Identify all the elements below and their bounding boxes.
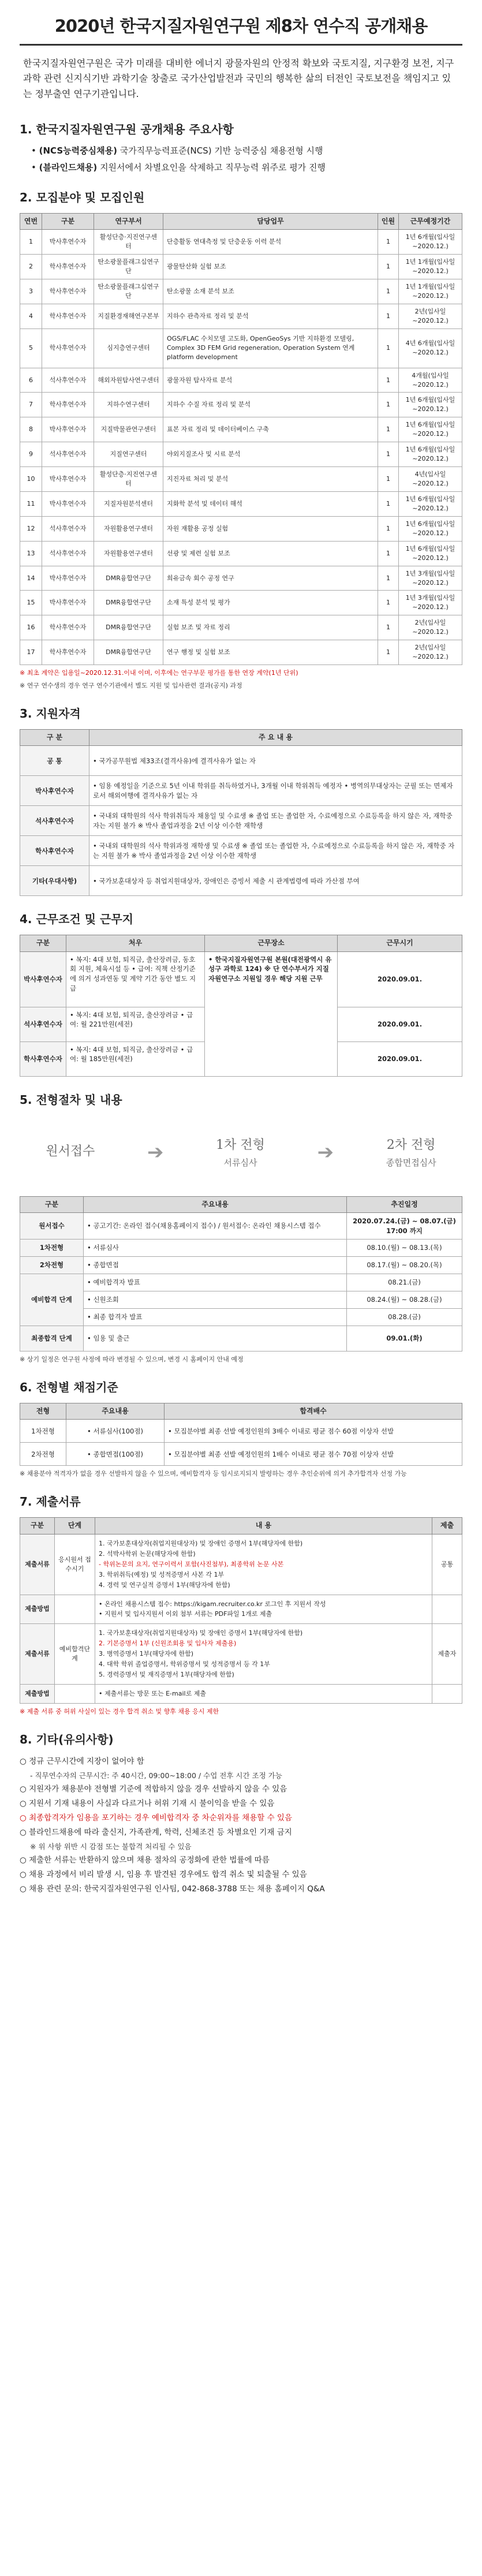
row-text: • 국가보훈대상자 등 취업지원대상자, 장애인은 증빙서 제출 시 관계법령에 따라 가산점 부여 xyxy=(89,866,462,896)
table-cell: 희유금속 회수 공정 연구 xyxy=(163,566,378,591)
table-cell: 1년 3개월(입사일~2020.12.) xyxy=(399,566,462,591)
row-stage: 예비합격단계 xyxy=(55,1624,95,1685)
recruit-table xyxy=(20,213,462,665)
table-cell: 11 xyxy=(20,491,42,516)
table-cell: DMR융합연구단 xyxy=(94,591,163,615)
row-label: 석사후연수자 xyxy=(20,806,89,836)
table-cell: 학사후연수자 xyxy=(42,304,94,328)
table-cell: 1 xyxy=(378,279,399,304)
table-cell: 지하수연구센터 xyxy=(94,393,163,417)
row-text: • 국내외 대학원의 석사 학위과정 재학생 및 수료생 ※ 졸업 또는 졸업한 자, 수료예정으로 수료등록을 하지 않은 자, 재학중 자는 지원 불가 ※ 박사 졸업과정을 2년 이상 이수한 재학생 xyxy=(89,836,462,866)
table-cell: 지질자원분석센터 xyxy=(94,491,163,516)
page-title: 2020년 한국지질자원연구원 제8차 연수직 공개채용 xyxy=(20,14,462,46)
table-cell: 박사후연수자 xyxy=(42,230,94,255)
table-row xyxy=(20,746,462,776)
table-cell: 1 xyxy=(378,230,399,255)
table-row: 예비합격 단계 • 예비합격자 발표 08.21.(금) xyxy=(20,1274,462,1291)
col-header: 연구부서 xyxy=(94,213,163,229)
table-cell: 지하수 수질 자료 정리 및 분석 xyxy=(163,393,378,417)
table-cell: 1년 6개월(입사일~2020.12.) xyxy=(399,393,462,417)
table-cell: 4 xyxy=(20,304,42,328)
note-line: ※ 위 사항 위반 시 감점 또는 불합격 처리될 수 있음 xyxy=(30,1842,192,1851)
table-cell: 6 xyxy=(20,368,42,393)
key-point-item: • (블라인드채용) 지원서에서 차별요인을 삭제하고 직무능력 위주로 평가 진행 xyxy=(31,162,326,173)
table-cell: 9 xyxy=(20,442,42,467)
table-row: 1차전형 • 서류심사(100점) • 모집분야별 최종 선발 예정인원의 3배수 이내로 평균 점수 60점 이상자 선발 xyxy=(20,1420,462,1443)
table-cell: 광물자원 탐사자료 분석 xyxy=(163,368,378,393)
recruit-note: ※ 최초 계약은 입용일~2020.12.31.이내 이며, 이후에는 연구부문 평가를 통한 연장 계약(1년 단위) xyxy=(20,669,298,677)
row-mark: 공통 xyxy=(432,1534,462,1595)
table-cell: 3 xyxy=(20,279,42,304)
table-cell: 탄소광물플래그십연구단 xyxy=(94,254,163,279)
table-cell: 지질연구센터 xyxy=(94,442,163,467)
table-cell: 단층활동 연대측정 및 단층운동 이력 분석 xyxy=(163,230,378,255)
table-cell: 박사후연수자 xyxy=(42,417,94,442)
table-row: 2차전형 • 종합면접(100점) • 모집분야별 최종 선발 예정인원의 1배수 이내로 평균 점수 70점 이상자 선발 xyxy=(20,1443,462,1466)
table-cell: DMR융합연구단 xyxy=(94,640,163,665)
table-cell: 자원활용연구센터 xyxy=(94,516,163,541)
document-item: 4. 경력 및 연구실적 증명서 1부(해당자에 한함) xyxy=(99,1581,230,1589)
table-cell: 15 xyxy=(20,591,42,615)
table-cell: 지질환경재해연구본부 xyxy=(94,304,163,328)
table-cell: 1 xyxy=(378,516,399,541)
table-row xyxy=(20,1595,462,1624)
table-row xyxy=(20,417,462,442)
table-cell: 활성단층·지진연구센터 xyxy=(94,467,163,492)
note-line: - 직무연수자의 근무시간: 주 40시간, 09:00~18:00 / 수업 전후 시간 조정 가능 xyxy=(30,1771,282,1780)
table-cell: 연구 행정 및 실험 보조 xyxy=(163,640,378,665)
table-cell: 1 xyxy=(378,491,399,516)
arrow-right-icon: ➔ xyxy=(317,1141,334,1164)
document-item: - 학위논문의 요지, 연구이력서 포함(사진첨부), 최종학위 논문 사본 xyxy=(99,1560,284,1568)
row-label: 기타(우대사항) xyxy=(20,866,89,896)
table-row xyxy=(20,368,462,393)
table-cell: DMR융합연구단 xyxy=(94,566,163,591)
table-cell: 자원 재활용 공정 실험 xyxy=(163,516,378,541)
table-cell: 8 xyxy=(20,417,42,442)
schedule-note: ※ 상기 일정은 연구원 사정에 따라 변경될 수 있으며, 변경 시 홈페이지 안내 예정 xyxy=(20,1356,244,1364)
documents-table xyxy=(20,1517,462,1704)
table-row xyxy=(20,836,462,866)
col-header: 근무장소 xyxy=(205,935,338,951)
process-step: 1차 전형 서류심사 xyxy=(216,1137,265,1168)
row-items xyxy=(95,1685,432,1704)
table-cell: 10 xyxy=(20,467,42,492)
document-item: 2. 기본증명서 1부 (신원조회용 및 입사자 제출용) xyxy=(99,1640,237,1648)
table-row xyxy=(20,640,462,665)
table-row xyxy=(20,806,462,836)
table-row xyxy=(20,304,462,328)
table-cell: 1 xyxy=(378,591,399,615)
table-row xyxy=(20,776,462,806)
row-stage xyxy=(55,1595,95,1624)
table-cell: 2년(입사일~2020.12.) xyxy=(399,615,462,640)
table-cell: 박사후연수자 xyxy=(42,591,94,615)
note-line: ○ 채용 과정에서 비리 발생 시, 임용 후 발견된 경우에도 합격 취소 및 퇴출될 수 있음 xyxy=(20,1870,307,1880)
note-line: ○ 지원자가 채용분야 전형별 기준에 적합하지 않을 경우 선발하지 않을 수 있음 xyxy=(20,1784,287,1794)
section-6-heading: 6. 전형별 채점기준 xyxy=(20,1380,118,1395)
evaluation-note: ※ 채용분야 적격자가 없을 경우 선발하지 않을 수 있으며, 예비합격자 등 임시로지되지 발령하는 경우 추인순위에 의거 추가합격자 선정 가능 xyxy=(20,1470,407,1478)
table-cell: 7 xyxy=(20,393,42,417)
col-header: 구분 xyxy=(20,935,66,951)
table-row xyxy=(20,1624,462,1685)
table-cell: 지하수 관측자료 정리 및 분석 xyxy=(163,304,378,328)
table-row xyxy=(20,541,462,566)
table-cell: 17 xyxy=(20,640,42,665)
note-line: ○ 정규 근무시간에 지장이 없어야 함 xyxy=(20,1756,144,1766)
table-cell: 1년 6개월(입사일~2020.12.) xyxy=(399,491,462,516)
section-1-heading: 1. 한국지질자원연구원 공개채용 주요사항 xyxy=(20,122,234,137)
table-cell: 14 xyxy=(20,566,42,591)
notes-list xyxy=(20,1755,462,1896)
table-cell: 1 xyxy=(378,254,399,279)
table-cell: 1년 1개월(입사일~2020.12.) xyxy=(399,254,462,279)
row-label: 제출서류 xyxy=(20,1624,55,1685)
table-row xyxy=(20,230,462,255)
table-cell: 학사후연수자 xyxy=(42,279,94,304)
table-cell: 1 xyxy=(378,368,399,393)
table-cell: 5 xyxy=(20,328,42,368)
table-cell: 1 xyxy=(378,541,399,566)
table-cell: 석사후연수자 xyxy=(42,516,94,541)
table-cell: 탄소광물 소재 분석 보조 xyxy=(163,279,378,304)
row-text: • 임용 예정일을 기준으로 5년 이내 학위를 취득하였거나, 3개월 이내 학위취득 예정자 • 병역의무대상자는 군필 또는 면제자로서 해외여행에 결격사유가 없는 자 xyxy=(89,776,462,806)
col-header: 전형 xyxy=(20,1403,66,1420)
table-cell: 1 xyxy=(378,566,399,591)
document-item: 1. 국가보훈대상자(취업지원대상자) 및 장애인 증명서 1부(해당자에 한함) xyxy=(99,1539,303,1547)
table-cell: 선광 및 제련 실험 보조 xyxy=(163,541,378,566)
col-header: 담당업무 xyxy=(163,213,378,229)
table-cell: 1 xyxy=(378,467,399,492)
table-cell: 학사후연수자 xyxy=(42,328,94,368)
table-cell: 지화학 분석 및 데이터 해석 xyxy=(163,491,378,516)
row-text: • 국내외 대학원의 석사 학위취득자 채용일 및 수료생 ※ 졸업 또는 졸업한 자, 수료예정으로 수료등록을 하지 않은 자, 재학중 자는 지원 불가 ※ 박사 졸업과정을 2년 이상 이수한 재학생 xyxy=(89,806,462,836)
section-3-heading: 3. 지원자격 xyxy=(20,706,81,720)
document-item: • 지원서 및 입사지원서 이외 첨부 서류는 PDF파일 1개로 제출 xyxy=(99,1610,272,1618)
document-item: • 온라인 채용시스템 접수: https://kigam.recruiter.co.kr 로그인 후 지원서 작성 xyxy=(99,1600,326,1608)
table-cell: 4개월(입사일~2020.12.) xyxy=(399,368,462,393)
col-header: 내 용 xyxy=(95,1518,432,1534)
document-item: 2. 석박사학위 논문(해당자에 한함) xyxy=(99,1550,196,1558)
table-cell: DMR융합연구단 xyxy=(94,615,163,640)
table-cell: 활성단층·지진연구센터 xyxy=(94,230,163,255)
table-cell: OGS/FLAC 수치모델 고도화, OpenGeoSys 기반 지하환경 모델링, Complex 3D FEM Grid regeneration, Operation System 연계 platform development xyxy=(163,328,378,368)
table-row xyxy=(20,442,462,467)
section-7-heading: 7. 제출서류 xyxy=(20,1495,81,1509)
note-line: ○ 채용 관련 문의: 한국지질자원연구원 인사팀, 042-868-3788 또는 채용 홈페이지 Q&A xyxy=(20,1884,325,1894)
table-cell: 4년(입사일~2020.12.) xyxy=(399,467,462,492)
row-label: 학사후연수자 xyxy=(20,836,89,866)
table-cell: 학사후연수자 xyxy=(42,640,94,665)
intro-paragraph: 한국지질자원연구원은 국가 미래를 대비한 에너지 광물자원의 안정적 확보와 국토지질, 지구환경 보전, 지구과학 관련 신지식기반 과학기술 창출로 국가산업발전과 국민의 행복한 삶의 터전인 국토보전을 책임지고 있는 정부출연 연구기관입니다. xyxy=(23,58,454,99)
document-item: 3. 학위취득(예정) 및 성적증명서 사본 각 1부 xyxy=(99,1570,225,1578)
table-cell: 석사후연수자 xyxy=(42,368,94,393)
col-header: 합격배수 xyxy=(165,1403,462,1420)
document-item: • 제출서류는 방문 또는 E-mail로 제출 xyxy=(99,1690,206,1698)
document-item: 5. 경력증명서 및 재직증명서 1부(해당자에 한함) xyxy=(99,1671,234,1679)
col-header: 주 요 내 용 xyxy=(89,729,462,745)
table-cell: 1년 6개월(입사일~2020.12.) xyxy=(399,516,462,541)
col-header: 구분 xyxy=(20,1518,55,1534)
note-line: ○ 지원서 기재 내용이 사실과 다르거나 허위 기재 시 불이익을 받을 수 있음 xyxy=(20,1799,275,1809)
col-header: 구분 xyxy=(42,213,94,229)
evaluation-table xyxy=(20,1403,462,1466)
table-cell: 1 xyxy=(20,230,42,255)
table-cell: 1 xyxy=(378,615,399,640)
section-5-heading: 5. 전형절차 및 내용 xyxy=(20,1092,122,1107)
section-8-heading: 8. 기타(유의사항) xyxy=(20,1732,114,1746)
note-line: ○ 블라인드채용에 따라 출신지, 가족관계, 학력, 신체조건 등 차별요인 기재 금지 xyxy=(20,1827,292,1837)
key-points-list xyxy=(20,145,462,174)
row-label: 제출방법 xyxy=(20,1595,55,1624)
table-row: • 신원조회 08.24.(월) ~ 08.28.(금) xyxy=(20,1291,462,1309)
row-mark xyxy=(432,1595,462,1624)
row-items xyxy=(95,1624,432,1685)
process-step: 2차 전형 종합면접심사 xyxy=(386,1137,436,1168)
table-cell: 학사후연수자 xyxy=(42,615,94,640)
table-cell: 표본 자료 정리 및 데이터베이스 구축 xyxy=(163,417,378,442)
col-header: 근무시기 xyxy=(338,935,462,951)
section-2-heading: 2. 모집분야 및 모집인원 xyxy=(20,190,145,204)
row-label: 제출방법 xyxy=(20,1685,55,1704)
table-cell: 석사후연수자 xyxy=(42,541,94,566)
table-cell: 심지층연구센터 xyxy=(94,328,163,368)
table-row: 박사후연수자 • 복지: 4대 보험, 퇴직금, 출산장려금, 동호회 지원, 체육시설 등 • 급여: 직책 산정기준에 의거 성과연동 및 계약 기간 동안 별도 지급 • 한국지질자원연구원 본원(대전광역시 유성구 과학로 124) ※ 단 연수부서가 지질자원연구소 지원일 경우 해당 지원 근무 2020.09.01. xyxy=(20,951,462,1007)
col-header: 연번 xyxy=(20,213,42,229)
col-header: 인원 xyxy=(378,213,399,229)
table-cell: 박사후연수자 xyxy=(42,566,94,591)
qualification-table xyxy=(20,729,462,896)
table-row xyxy=(20,279,462,304)
row-mark xyxy=(432,1685,462,1704)
table-cell: 자원활용연구센터 xyxy=(94,541,163,566)
table-cell: 2년(입사일~2020.12.) xyxy=(399,304,462,328)
col-header: 구분 xyxy=(20,1196,84,1212)
note-line: ○ 제출한 서류는 반환하지 않으며 채용 절차의 공정화에 관한 법률에 따름 xyxy=(20,1856,270,1865)
table-cell: 소재 특성 분석 및 평가 xyxy=(163,591,378,615)
row-text: • 국가공무원법 제33조(결격사유)에 결격사유가 없는 자 xyxy=(89,746,462,776)
table-cell: 1 xyxy=(378,417,399,442)
table-cell: 1년 6개월(입사일~2020.12.) xyxy=(399,230,462,255)
table-cell: 해외자원탐사연구센터 xyxy=(94,368,163,393)
note-line: ○ 최종합격자가 임용을 포기하는 경우 예비합격자 중 차순위자를 채용할 수 있음 xyxy=(20,1813,293,1823)
process-step: 원서접수 xyxy=(46,1144,95,1159)
table-cell: 1 xyxy=(378,393,399,417)
document-item: 4. 대학 학위 졸업증명서, 학위증명서 및 성적증명서 등 각 1부 xyxy=(99,1660,270,1668)
table-row xyxy=(20,393,462,417)
table-row: 석사후연수자 • 복지: 4대 보험, 퇴직금, 출산장려금 • 급여: 월 221만원(세전) 2020.09.01. xyxy=(20,1007,462,1041)
table-cell: 1년 6개월(입사일~2020.12.) xyxy=(399,541,462,566)
table-row xyxy=(20,1534,462,1595)
table-cell: 16 xyxy=(20,615,42,640)
row-stage xyxy=(55,1685,95,1704)
table-row: 1차전형 • 서류심사 08.10.(월) ~ 08.13.(목) xyxy=(20,1240,462,1257)
table-cell: 1년 6개월(입사일~2020.12.) xyxy=(399,417,462,442)
table-cell: 4년 6개월(입사일~2020.12.) xyxy=(399,328,462,368)
table-row xyxy=(20,566,462,591)
col-header: 주요내용 xyxy=(84,1196,347,1212)
table-cell: 1 xyxy=(378,328,399,368)
recruit-header-row xyxy=(20,213,462,229)
table-row: 최종합격 단계 • 임용 및 출근 09.01.(화) xyxy=(20,1326,462,1352)
table-cell: 탄소광물플래그십연구단 xyxy=(94,279,163,304)
table-cell: 13 xyxy=(20,541,42,566)
table-row xyxy=(20,1685,462,1704)
table-cell: 학사후연수자 xyxy=(42,393,94,417)
row-label: 박사후연수자 xyxy=(20,776,89,806)
table-cell: 2년(입사일~2020.12.) xyxy=(399,640,462,665)
documents-note: ※ 제출 서류 중 허위 사실이 있는 경우 합격 취소 및 향후 채용 응시 제한 xyxy=(20,1708,219,1715)
process-flow xyxy=(20,1115,462,1190)
table-cell: 12 xyxy=(20,516,42,541)
col-header: 근무예정기간 xyxy=(399,213,462,229)
col-header: 주요내용 xyxy=(66,1403,165,1420)
document-item: 1. 국가보훈대상자(취업지원대상자) 및 장애인 증명서 1부(해당자에 한함) xyxy=(99,1629,303,1637)
table-cell: 박사후연수자 xyxy=(42,467,94,492)
row-stage: 응시원서 접수시기 xyxy=(55,1534,95,1595)
table-cell: 2 xyxy=(20,254,42,279)
table-cell: 야외지질조사 및 시료 분석 xyxy=(163,442,378,467)
table-row xyxy=(20,591,462,615)
table-cell: 1년 1개월(입사일~2020.12.) xyxy=(399,279,462,304)
table-cell: 실험 보조 및 자료 정리 xyxy=(163,615,378,640)
table-cell: 1년 6개월(입사일~2020.12.) xyxy=(399,442,462,467)
table-row xyxy=(20,516,462,541)
recruit-note: ※ 연구 연수생의 경우 연구 연수기관에서 별도 지원 및 입사관련 결과(공지) 과정 xyxy=(20,682,242,690)
row-label: 공 통 xyxy=(20,746,89,776)
row-mark: 제출자 xyxy=(432,1624,462,1685)
col-header: 구 분 xyxy=(20,729,89,745)
table-cell: 1년 3개월(입사일~2020.12.) xyxy=(399,591,462,615)
schedule-table xyxy=(20,1196,462,1352)
table-cell: 1 xyxy=(378,304,399,328)
row-items xyxy=(95,1595,432,1624)
row-items xyxy=(95,1534,432,1595)
table-cell: 학사후연수자 xyxy=(42,254,94,279)
table-row xyxy=(20,866,462,896)
table-row xyxy=(20,491,462,516)
col-header: 추진일정 xyxy=(347,1196,462,1212)
table-row: 2차전형 • 종합면접 08.17.(월) ~ 08.20.(목) xyxy=(20,1257,462,1274)
table-cell: 광물탄산화 실험 보조 xyxy=(163,254,378,279)
key-point-item: • (NCS능력중심채용) 국가직무능력표준(NCS) 기반 능력중심 채용전형 시행 xyxy=(31,145,323,156)
table-row xyxy=(20,328,462,368)
table-row: • 최종 합격자 발표 08.28.(금) xyxy=(20,1309,462,1326)
document-item: 3. 병역증명서 1부(해당자에 한함) xyxy=(99,1650,194,1658)
table-row xyxy=(20,615,462,640)
col-header: 처우 xyxy=(66,935,205,951)
table-row xyxy=(20,467,462,492)
table-cell: 지진자료 처리 및 분석 xyxy=(163,467,378,492)
row-label: 제출서류 xyxy=(20,1534,55,1595)
col-header: 제출 xyxy=(432,1518,462,1534)
arrow-right-icon: ➔ xyxy=(147,1141,164,1164)
table-cell: 석사후연수자 xyxy=(42,442,94,467)
table-cell: 박사후연수자 xyxy=(42,491,94,516)
table-cell: 지질박물관연구센터 xyxy=(94,417,163,442)
table-row: 원서접수 • 공고기간: 온라인 접수(채용홈페이지 접수) / 원서접수: 온라인 채용시스템 접수 2020.07.24.(금) ~ 08.07.(금) 17:00 까지 xyxy=(20,1213,462,1240)
col-header: 단계 xyxy=(55,1518,95,1534)
table-row xyxy=(20,254,462,279)
table-cell: 1 xyxy=(378,640,399,665)
table-row: 학사후연수자 • 복지: 4대 보험, 퇴직금, 출산장려금 • 급여: 월 185만원(세전) 2020.09.01. xyxy=(20,1041,462,1076)
work-conditions-table xyxy=(20,935,462,1076)
section-4-heading: 4. 근무조건 및 근무지 xyxy=(20,912,133,927)
table-cell: 1 xyxy=(378,442,399,467)
